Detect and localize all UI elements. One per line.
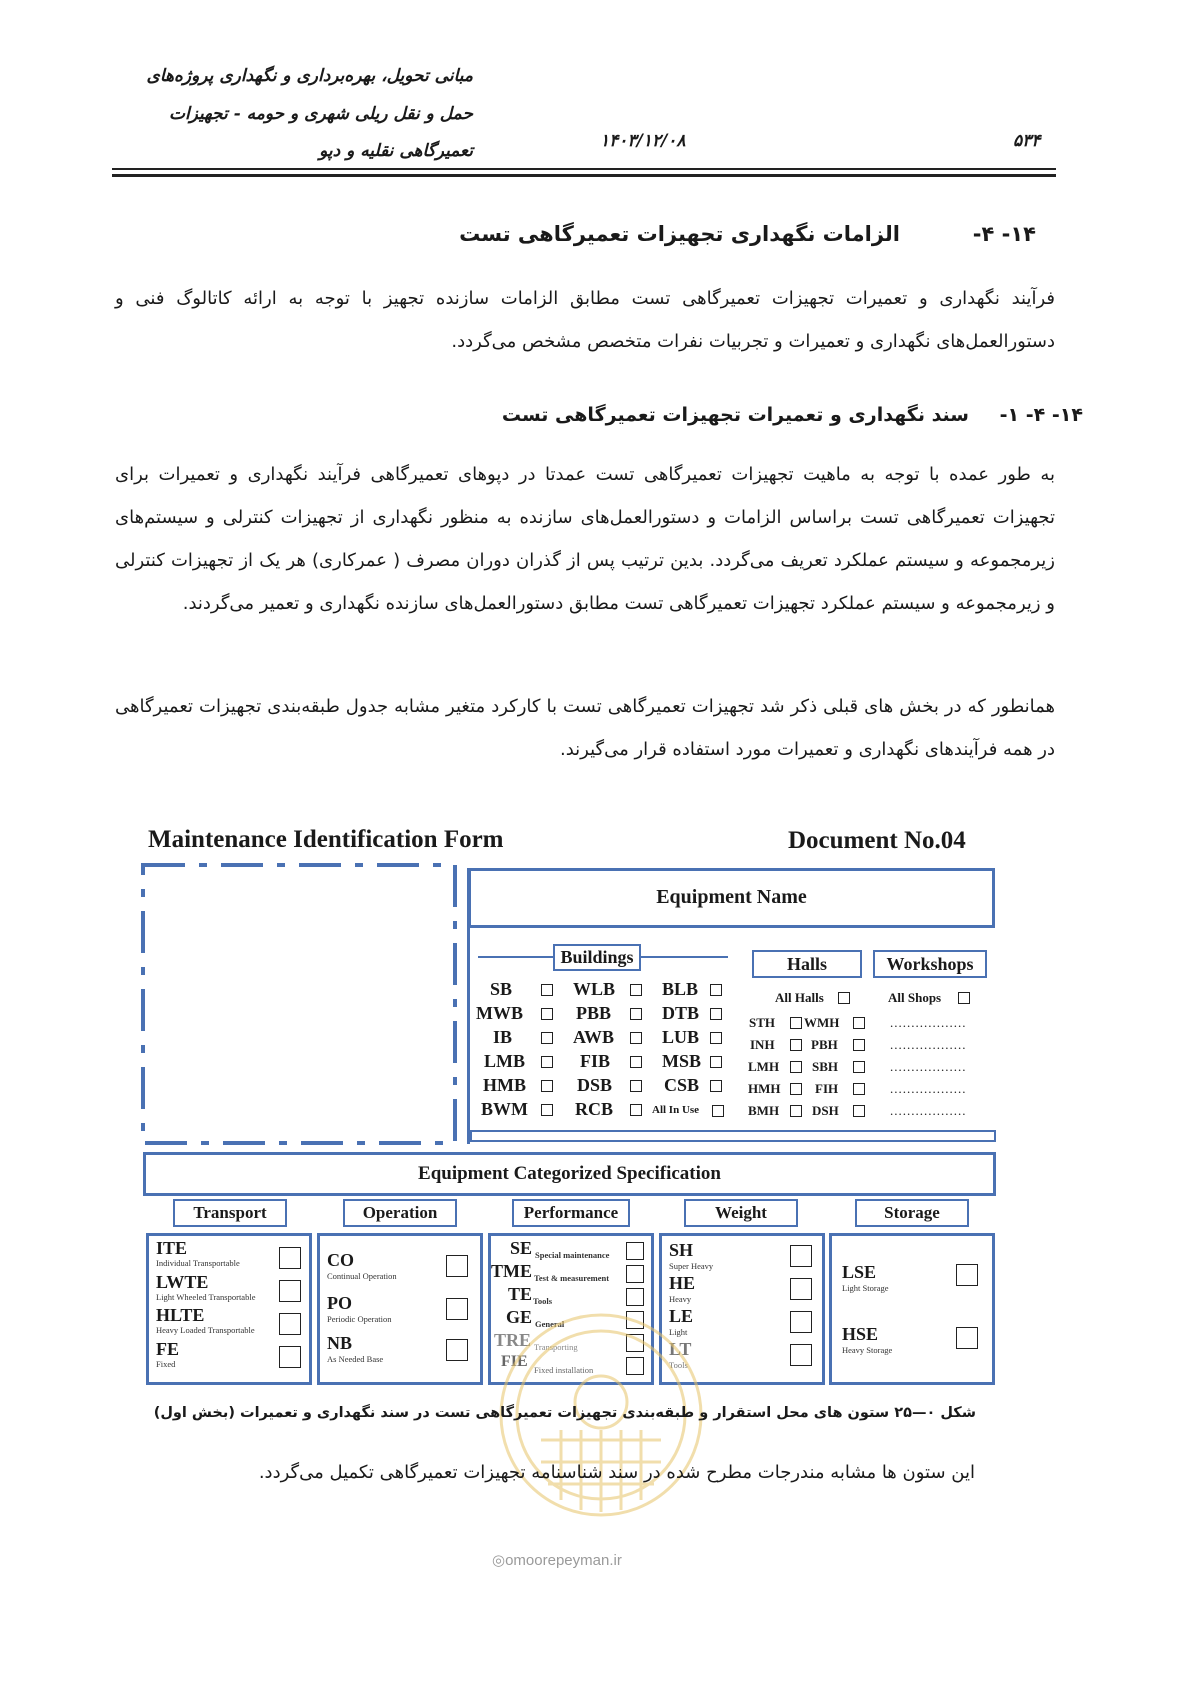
paragraph-1: فرآیند نگهداری و تعمیرات تجهیزات تعمیرگاهی تست مطابق الزامات سازنده تجهیز با توجه به ارائه کاتالوگ فنی و دستورالعمل‌های نگهداری و تعمیرات و تجربیات نفرات متخصص مشخص می‌گردد. xyxy=(115,288,1055,352)
hall-code: SBH xyxy=(812,1059,839,1074)
watermark-text: omoorepeyman.ir xyxy=(505,1552,622,1569)
transport-code: LWTE xyxy=(156,1272,209,1292)
storage-checkbox[interactable] xyxy=(956,1264,978,1286)
building-code: IB xyxy=(493,1027,513,1047)
workshop-dots: .................. xyxy=(890,1037,967,1052)
building-checkbox[interactable] xyxy=(541,1056,553,1068)
weight-checkbox[interactable] xyxy=(790,1311,812,1333)
operation-code: CO xyxy=(327,1250,354,1270)
building-code: BLB xyxy=(662,979,699,999)
building-checkbox[interactable] xyxy=(630,1104,642,1116)
transport-checkbox[interactable] xyxy=(279,1313,301,1335)
closing-paragraph: این ستون ها مشابه مندرجات مطرح شده در سند شناسنامه تجهیزات تعمیرگاهی تکمیل می‌گردد. xyxy=(258,1462,975,1483)
all-halls-checkbox[interactable] xyxy=(838,992,850,1004)
transport-desc: Fixed xyxy=(156,1359,176,1369)
weight-desc: Tools xyxy=(669,1360,688,1370)
form-title: Maintenance Identification Form xyxy=(148,826,504,853)
storage-desc: Light Storage xyxy=(842,1283,889,1293)
all-halls-label: All Halls xyxy=(775,990,824,1005)
storage-code: LSE xyxy=(842,1262,877,1282)
hall-code: DSH xyxy=(812,1103,839,1118)
all-shops-checkbox[interactable] xyxy=(958,992,970,1004)
performance-checkbox[interactable] xyxy=(626,1265,644,1283)
category-weight: Weight xyxy=(684,1199,798,1227)
building-checkbox[interactable] xyxy=(541,1008,553,1020)
upper-right-divider xyxy=(467,868,470,1144)
performance-code: GE xyxy=(506,1307,533,1327)
building-code: DTB xyxy=(662,1003,700,1023)
hall-checkbox[interactable] xyxy=(853,1039,865,1051)
operation-checkbox[interactable] xyxy=(446,1339,468,1361)
operation-code: PO xyxy=(327,1293,352,1313)
workshop-dots: .................. xyxy=(890,1015,967,1030)
storage-code: HSE xyxy=(842,1324,879,1344)
building-checkbox[interactable] xyxy=(630,984,642,996)
building-checkbox[interactable] xyxy=(630,1008,642,1020)
category-performance: Performance xyxy=(512,1199,630,1227)
weight-desc: Light xyxy=(669,1327,688,1337)
equipment-name-box xyxy=(468,868,995,928)
building-code: FIB xyxy=(580,1051,611,1071)
paragraph-3: همانطور که در بخش های قبلی ذکر شد تجهیزات تعمیرگاهی تست با کارکرد متغیر مشابه جدول طبقه‌بندی تجهیزات تعمیرگاهی در همه فرآیندهای نگهداری و تعمیرات مورد استفاده قرار می‌گیرند. xyxy=(115,696,1055,760)
subsection-number: ۱۴- ۴- ۱- xyxy=(999,404,1083,426)
buildings-bottom-strip xyxy=(470,1130,996,1142)
building-checkbox[interactable] xyxy=(541,1080,553,1092)
header-rule-top xyxy=(112,168,1056,170)
building-code: DSB xyxy=(577,1075,613,1095)
transport-checkbox[interactable] xyxy=(279,1346,301,1368)
building-checkbox[interactable] xyxy=(710,1032,722,1044)
performance-code: TE xyxy=(508,1284,533,1304)
building-code: LMB xyxy=(484,1051,526,1071)
building-code: WLB xyxy=(573,979,616,999)
hall-code: LMH xyxy=(748,1059,780,1074)
building-checkbox[interactable] xyxy=(541,1104,553,1116)
building-code: AWB xyxy=(573,1027,615,1047)
performance-code: TRE xyxy=(494,1330,532,1350)
building-code: PBB xyxy=(576,1003,612,1023)
header-line-2: حمل و نقل ریلی شهری و حومه - تجهیزات xyxy=(168,104,473,124)
watermark-url xyxy=(492,1551,622,1569)
hall-code: FIH xyxy=(815,1081,839,1096)
hall-checkbox[interactable] xyxy=(853,1061,865,1073)
building-checkbox[interactable] xyxy=(710,984,722,996)
photo-placeholder-frame xyxy=(140,862,460,1148)
performance-checkbox[interactable] xyxy=(626,1242,644,1260)
category-storage: Storage xyxy=(855,1199,969,1227)
transport-desc: Heavy Loaded Transportable xyxy=(156,1325,255,1335)
workshop-dots: .................. xyxy=(890,1081,967,1096)
building-code: RCB xyxy=(575,1099,614,1119)
building-code: SB xyxy=(490,979,513,999)
subsection-title: سند نگهداری و تعمیرات تجهیزات تعمیرگاهی تست xyxy=(501,404,969,426)
hall-checkbox[interactable] xyxy=(853,1083,865,1095)
storage-panel xyxy=(829,1233,995,1385)
weight-checkbox[interactable] xyxy=(790,1278,812,1300)
building-checkbox[interactable] xyxy=(710,1056,722,1068)
hall-checkbox[interactable] xyxy=(790,1017,802,1029)
weight-checkbox[interactable] xyxy=(790,1245,812,1267)
hall-code: HMH xyxy=(748,1081,781,1096)
operation-checkbox[interactable] xyxy=(446,1298,468,1320)
hall-checkbox[interactable] xyxy=(790,1105,802,1117)
performance-code: TME xyxy=(491,1261,533,1281)
hall-checkbox[interactable] xyxy=(853,1017,865,1029)
performance-desc: General xyxy=(535,1319,565,1329)
category-transport: Transport xyxy=(173,1199,287,1227)
buildings-label: Buildings xyxy=(553,944,641,971)
performance-desc: Tools xyxy=(533,1296,553,1306)
paragraph-2: به طور عمده با توجه به ماهیت تجهیزات تعمیرگاهی تست عمدتا در دپوهای تعمیرگاهی فرآیند نگهداری و تعمیرات برای تجهیزات تعمیرگاهی تست براساس الزامات و دستورالعمل‌های سازنده به منظور نگهداری از تجهیزات کنترلی و سیستم‌های زیرمجموعه و سیستم عملکرد تعریف می‌گردد. بدین ترتیب پس از گذران دوران مصرف ( عمرکاری) هر یک از تجهیزات کنترلی و زیرمجموعه و سیستم عملکرد تجهیزات تعمیرگاهی تست مطابق دستورالعمل‌های سازنده نگهداری و تعمیر می‌گردند. xyxy=(115,464,1055,614)
building-checkbox[interactable] xyxy=(710,1080,722,1092)
performance-desc: Test & measurement xyxy=(534,1273,610,1283)
performance-desc: Special maintenance xyxy=(535,1250,610,1260)
weight-code: HE xyxy=(669,1273,696,1293)
building-code: MWB xyxy=(476,1003,523,1023)
performance-code: SE xyxy=(510,1238,533,1258)
hall-code: BMH xyxy=(748,1103,780,1118)
all-shops-label: All Shops xyxy=(888,990,942,1005)
building-code: HMB xyxy=(483,1075,526,1095)
hall-checkbox[interactable] xyxy=(853,1105,865,1117)
hall-code: INH xyxy=(750,1037,775,1052)
weight-desc: Super Heavy xyxy=(669,1261,714,1271)
operation-desc: Periodic Operation xyxy=(327,1314,392,1324)
halls-label: Halls xyxy=(752,950,862,978)
operation-desc: As Needed Base xyxy=(327,1354,384,1364)
building-code: BWM xyxy=(481,1099,528,1119)
page-number: ۵۳۴ xyxy=(1013,131,1041,151)
transport-desc: Light Wheeled Transportable xyxy=(156,1292,256,1302)
category-operation: Operation xyxy=(343,1199,457,1227)
building-checkbox[interactable] xyxy=(630,1032,642,1044)
weight-code: LE xyxy=(669,1306,694,1326)
workshop-dots: .................. xyxy=(890,1103,967,1118)
transport-code: FE xyxy=(156,1339,180,1359)
hall-code: PBH xyxy=(811,1037,838,1052)
header-line-1: مبانی تحویل، بهره‌برداری و نگهداری پروژه‌های xyxy=(146,66,473,86)
transport-checkbox[interactable] xyxy=(279,1280,301,1302)
hall-code: STH xyxy=(749,1015,776,1030)
performance-desc: Fixed installation xyxy=(534,1365,594,1375)
header-date: ۱۴۰۳/۱۲/۰۸ xyxy=(600,131,686,151)
workshops-label: Workshops xyxy=(873,950,987,978)
operation-desc: Continual Operation xyxy=(327,1271,397,1281)
header-rule-bottom xyxy=(112,174,1056,177)
hall-code: WMH xyxy=(804,1015,840,1030)
hall-checkbox[interactable] xyxy=(790,1039,802,1051)
operation-code: NB xyxy=(327,1333,353,1353)
figure-caption: شکل ۰—۲۵ ستون های محل استقرار و طبقه‌بندی تجهیزات تعمیرگاهی تست در سند نگهداری و تعمیرات (بخش اول) xyxy=(153,1405,976,1421)
building-code: CSB xyxy=(664,1075,700,1095)
transport-checkbox[interactable] xyxy=(279,1247,301,1269)
performance-desc: Transporting xyxy=(534,1342,578,1352)
equipment-name-label: Equipment Name xyxy=(656,886,807,908)
transport-code: HLTE xyxy=(156,1305,205,1325)
transport-code: ITE xyxy=(156,1238,188,1258)
weight-code: SH xyxy=(669,1240,694,1260)
building-checkbox[interactable] xyxy=(541,1032,553,1044)
building-code: All In Use xyxy=(652,1104,700,1116)
weight-checkbox[interactable] xyxy=(790,1344,812,1366)
header-line-3: تعمیرگاهی نقلیه و دپو xyxy=(319,141,473,161)
hall-checkbox[interactable] xyxy=(790,1083,802,1095)
performance-code: FIE xyxy=(501,1353,528,1370)
building-checkbox[interactable] xyxy=(630,1080,642,1092)
weight-code: LT xyxy=(669,1339,692,1359)
storage-desc: Heavy Storage xyxy=(842,1345,893,1355)
building-checkbox[interactable] xyxy=(541,984,553,996)
section-heading-title: الزامات نگهداری تجهیزات تعمیرگاهی تست xyxy=(459,222,900,246)
hall-checkbox[interactable] xyxy=(790,1061,802,1073)
building-code: MSB xyxy=(662,1051,702,1071)
categorized-spec-label: Equipment Categorized Specification xyxy=(418,1163,721,1184)
weight-desc: Heavy xyxy=(669,1294,692,1304)
building-checkbox[interactable] xyxy=(712,1105,724,1117)
building-checkbox[interactable] xyxy=(630,1056,642,1068)
storage-checkbox[interactable] xyxy=(956,1327,978,1349)
section-heading-number: ۱۴- ۴- xyxy=(972,222,1036,246)
building-checkbox[interactable] xyxy=(710,1008,722,1020)
workshop-dots: .................. xyxy=(890,1059,967,1074)
document-number: Document No.04 xyxy=(788,827,966,854)
globe-icon: ◎ xyxy=(492,1552,506,1569)
building-code: LUB xyxy=(662,1027,700,1047)
operation-checkbox[interactable] xyxy=(446,1255,468,1277)
transport-desc: Individual Transportable xyxy=(156,1258,240,1268)
categorized-spec-box xyxy=(143,1152,996,1196)
